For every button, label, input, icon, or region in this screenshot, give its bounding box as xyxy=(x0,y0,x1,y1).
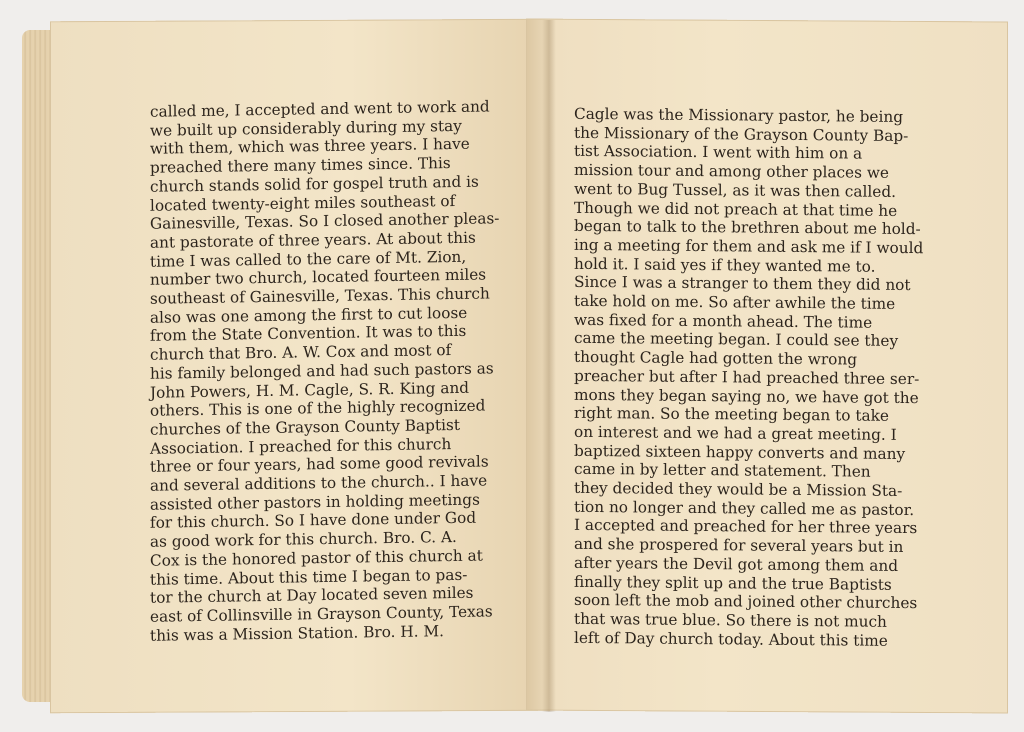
text-line: this time. About this time I began to pas- xyxy=(149,565,468,589)
left-page xyxy=(50,19,550,714)
text-line: preached there many times since. This xyxy=(149,154,451,177)
text-line: time I was called to the care of Mt. Zion, xyxy=(149,247,467,271)
text-line: hold it. I said yes if they wanted me to. xyxy=(573,254,876,276)
text-line: his family belonged and had such pastors as xyxy=(149,359,494,383)
text-line: on interest and we had a great meeting. I xyxy=(573,422,897,444)
text-line: church that Bro. A. W. Cox and most of xyxy=(149,341,452,364)
text-line: came the meeting began. I could see they xyxy=(573,329,899,351)
text-line: mission tour and among other places we xyxy=(573,160,890,182)
text-line: they decided they would be a Mission Sta- xyxy=(573,478,903,501)
text-line: located twenty-eight miles southeast of xyxy=(149,191,456,215)
text-line: tist Association. I went with him on a xyxy=(573,142,863,163)
text-line: went to Bug Tussel, as it was then called. xyxy=(573,179,897,201)
text-line: soon left the mob and joined other churches xyxy=(573,591,918,613)
text-line: three or four years, had some good revivals xyxy=(149,452,489,477)
right-page xyxy=(526,19,1008,714)
text-line: ant pastorate of three years. At about this xyxy=(149,228,476,252)
text-line: take hold on me. So after awhile the time xyxy=(573,291,896,313)
text-line: with them, which was three years. I have xyxy=(149,135,470,159)
text-line: mons they began saying no, we have got the xyxy=(573,385,919,407)
text-line: this was a Mission Station. Bro. H. M. xyxy=(149,621,445,645)
text-line: churches of the Grayson County Baptist xyxy=(149,415,461,439)
right-page-text xyxy=(574,105,972,650)
text-line: Association. I preached for this church xyxy=(149,434,452,458)
text-line: after years the Devil got among them and xyxy=(573,553,899,575)
text-line: right man. So the meeting began to take xyxy=(573,404,889,426)
text-line: also was one among the first to cut loose xyxy=(149,303,468,327)
text-line: from the State Convention. It was to this xyxy=(149,322,467,346)
text-line: finally they split up and the true Baptists xyxy=(573,572,892,594)
text-line: tion no longer and they called me as pastor. xyxy=(573,497,915,519)
text-line: east of Collinsville in Grayson County, Texas xyxy=(149,602,493,626)
text-line: and several additions to the church.. I have xyxy=(149,471,488,495)
text-line: Though we did not preach at that time he xyxy=(573,198,898,220)
page-edges xyxy=(22,30,52,702)
text-line: I accepted and preached for her three years xyxy=(573,516,918,538)
text-line: was fixed for a month ahead. The time xyxy=(573,310,873,332)
text-line: Cox is the honored pastor of this church at xyxy=(149,546,483,570)
text-line: ing a meeting for them and ask me if I would xyxy=(573,235,924,258)
text-line: the Missionary of the Grayson County Bap- xyxy=(573,123,909,145)
text-line: and she prospered for several years but in xyxy=(573,534,904,557)
open-book xyxy=(22,20,1008,712)
text-line: left of Day church today. About this time xyxy=(573,628,888,650)
text-line: tor the church at Day located seven miles xyxy=(149,583,474,608)
text-line: called me, I accepted and went to work and xyxy=(149,97,490,121)
text-line: Cagle was the Missionary pastor, he being xyxy=(573,104,904,126)
text-line: preacher but after I had preached three ser- xyxy=(573,366,920,388)
text-line: began to talk to the brethren about me hold- xyxy=(573,217,921,239)
text-line: thought Cagle had gotten the wrong xyxy=(573,347,858,369)
text-line: Since I was a stranger to them they did not xyxy=(573,273,911,295)
text-line: that was true blue. So there is not much xyxy=(573,609,887,631)
text-line: came in by letter and statement. Then xyxy=(573,460,871,482)
text-line: baptized sixteen happy converts and many xyxy=(573,441,906,463)
text-line: John Powers, H. M. Cagle, S. R. King and xyxy=(149,378,470,402)
text-line: for this church. So I have done under God xyxy=(149,509,477,533)
book-gutter xyxy=(542,20,556,712)
text-line: number two church, located fourteen miles xyxy=(149,265,487,290)
text-line: southeast of Gainesville, Texas. This church xyxy=(149,284,490,308)
text-line: as good work for this church. Bro. C. A. xyxy=(149,528,457,551)
left-page-text xyxy=(149,97,540,645)
text-line: others. This is one of the highly recognized xyxy=(149,396,486,421)
text-line: assisted other pastors in holding meetings xyxy=(149,490,480,514)
text-line: Gainesville, Texas. So I closed another pleas- xyxy=(149,209,500,234)
text-line: church stands solid for gospel truth and is xyxy=(149,172,479,196)
text-line: we built up considerably during my stay xyxy=(149,116,462,140)
